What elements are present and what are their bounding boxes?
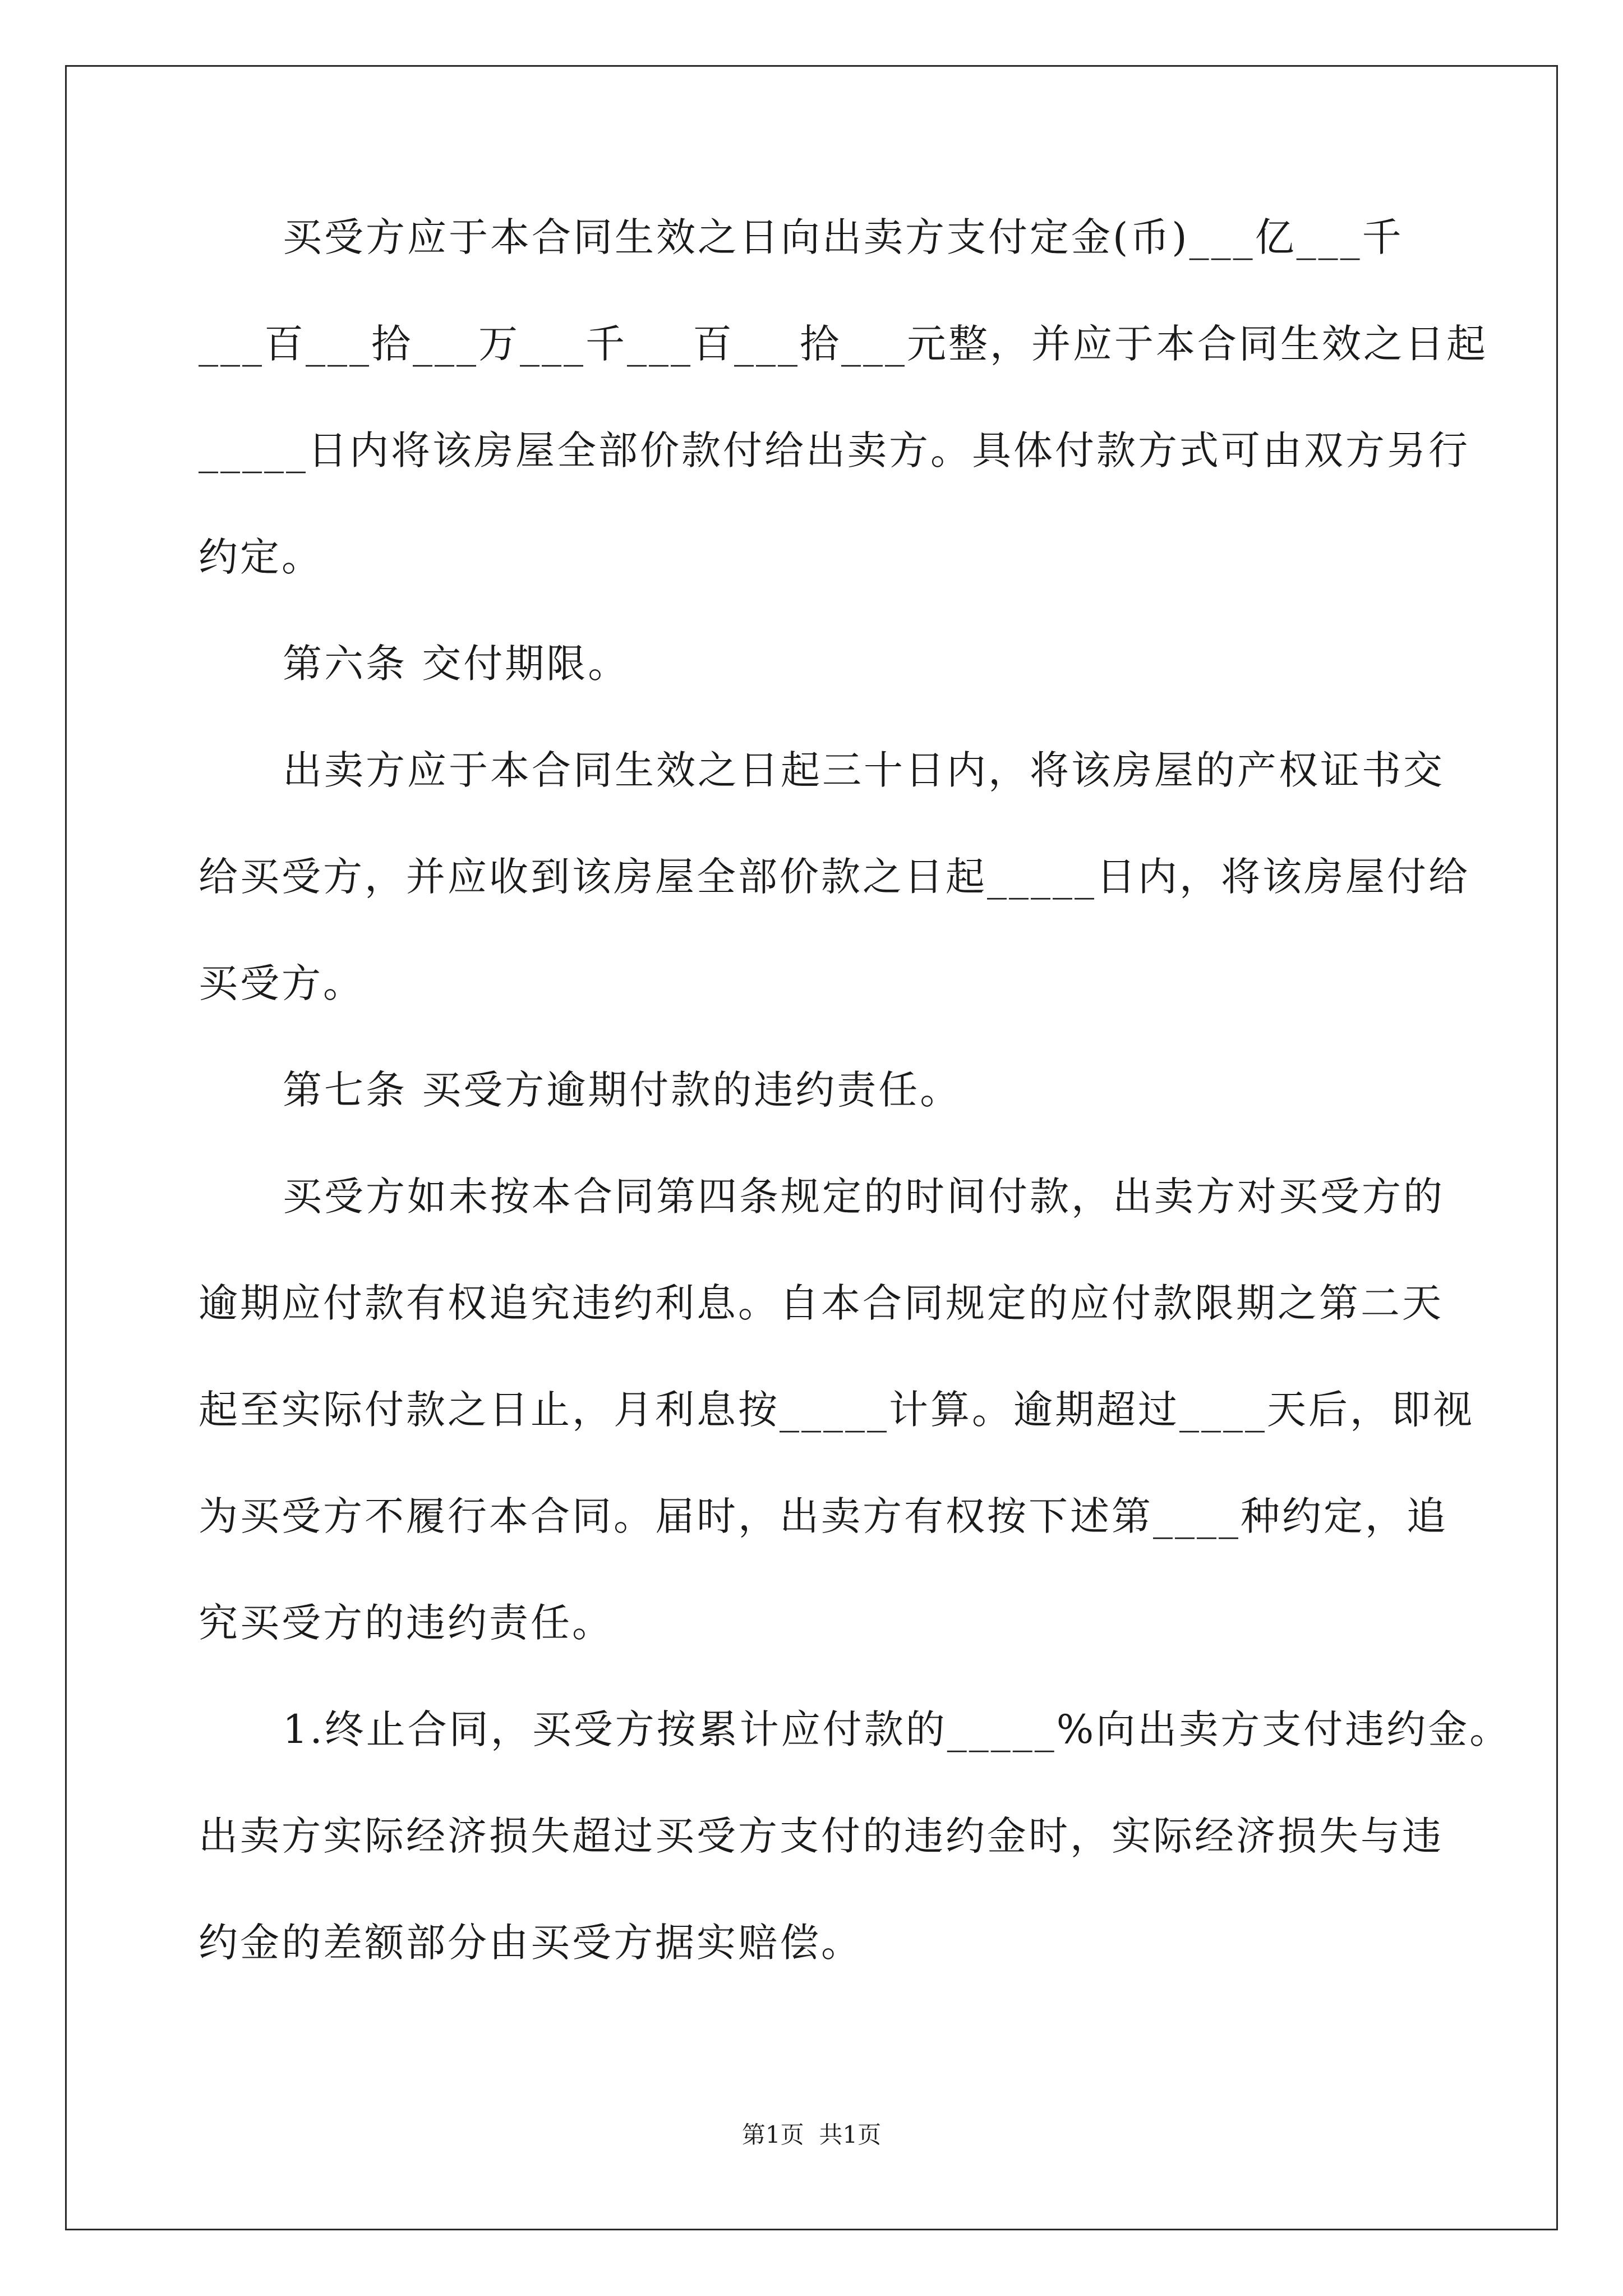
paragraph-line: 究买受方的违约责任。 xyxy=(199,1600,614,1646)
paragraph-line: 给买受方，并应收到该房屋全部价款之日起_____日内，将该房屋付给 xyxy=(199,854,1470,900)
paragraph-line: 约定。 xyxy=(199,534,323,580)
paragraph-line: 买受方如未按本合同第四条规定的时间付款，出卖方对买受方的 xyxy=(283,1174,1445,1220)
section-heading: 第六条 交付期限。 xyxy=(283,641,630,687)
paragraph-line: ___百___拾___万___千___百___拾___元整，并应于本合同生效之日起 xyxy=(199,321,1488,367)
paragraph-line: 逾期应付款有权追究违约利息。自本合同规定的应付款限期之第二天 xyxy=(199,1280,1444,1326)
page-footer: 第1页 共1页 xyxy=(741,2121,882,2148)
paragraph-line: 约金的差额部分由买受方据实赔偿。 xyxy=(199,1920,863,1966)
paragraph-line: 买受方应于本合同生效之日向出卖方支付定金(币)___亿___千 xyxy=(283,214,1404,260)
paragraph-line: 起至实际付款之日止，月利息按_____计算。逾期超过____天后，即视 xyxy=(199,1387,1474,1433)
paragraph-line: 为买受方不履行本合同。届时，出卖方有权按下述第____种约定，追 xyxy=(199,1493,1448,1539)
paragraph-line: 出卖方实际经济损失超过买受方支付的违约金时，实际经济损失与违 xyxy=(199,1813,1444,1859)
paragraph-line: _____日内将该房屋全部价款付给出卖方。具体付款方式可由双方另行 xyxy=(199,427,1470,473)
list-item-line: 1.终止合同，买受方按累计应付款的_____%向出卖方支付违约金。 xyxy=(283,1706,1511,1752)
document-body xyxy=(199,212,1511,2024)
paragraph-line: 买受方。 xyxy=(199,960,365,1006)
paragraph-line: 出卖方应于本合同生效之日起三十日内，将该房屋的产权证书交 xyxy=(283,747,1445,793)
section-heading: 第七条 买受方逾期付款的违约责任。 xyxy=(283,1067,962,1113)
